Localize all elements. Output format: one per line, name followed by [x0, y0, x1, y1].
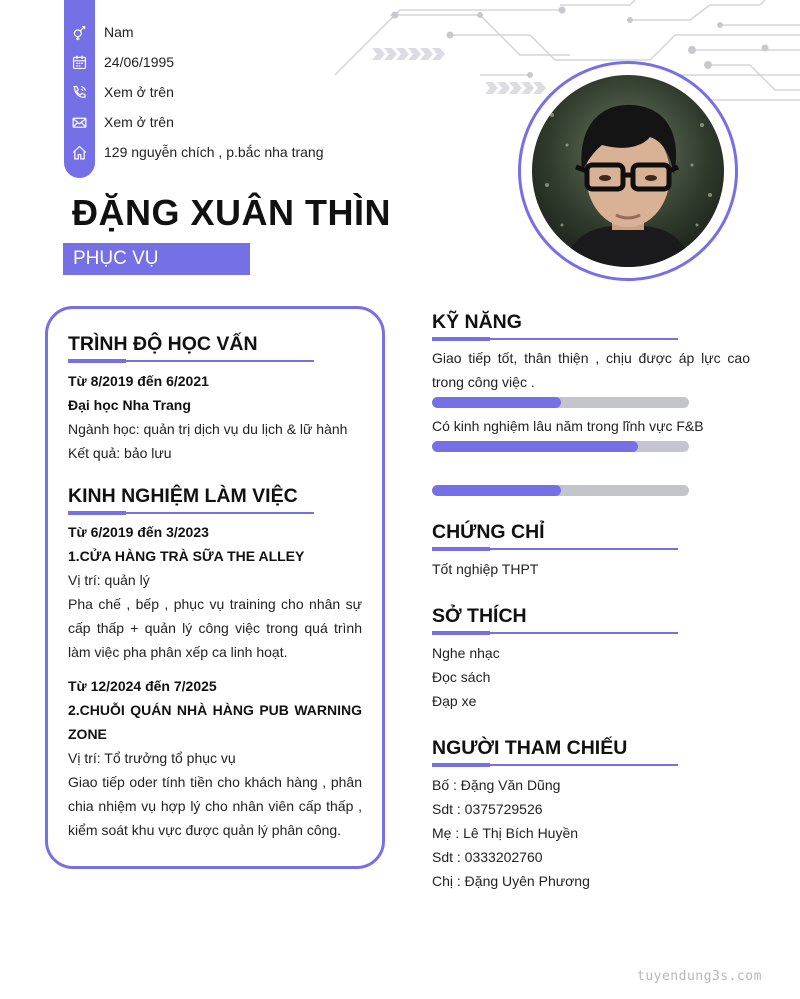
address-text: 129 nguyễn chích , p.bắc nha trang: [104, 144, 324, 160]
hobby-item: Đạp xe: [432, 693, 477, 709]
contact-address: [64, 137, 324, 167]
references-title: NGƯỜI THAM CHIẾU: [432, 737, 628, 759]
hobbies-underline: [432, 632, 678, 634]
candidate-name: ĐẶNG XUÂN THÌN: [72, 192, 391, 233]
certificates-title: CHỨNG CHỈ: [432, 521, 545, 543]
hobbies-title: SỞ THÍCH: [432, 605, 527, 627]
job-desc-line: Pha chế , bếp , phục vụ training cho nhân sự: [68, 596, 362, 612]
education-title: TRÌNH ĐỘ HỌC VẤN: [68, 333, 258, 355]
certificates-underline: [432, 548, 678, 550]
job-desc-line: kiểm soát khu vực được quản lý phân công.: [68, 822, 342, 838]
home-icon: [64, 144, 95, 161]
education-underline: [68, 360, 314, 362]
experience-title: KINH NGHIỆM LÀM VIỆC: [68, 485, 298, 507]
email-icon: [64, 114, 95, 131]
watermark: tuyendung3s.com: [637, 969, 762, 984]
job-position: Vị trí: Tổ trưởng tổ phục vụ: [68, 750, 236, 766]
phone-text: Xem ở trên: [104, 84, 174, 100]
skill-text: Giao tiếp tốt, thân thiện , chịu được áp lực cao: [432, 350, 750, 366]
gender-text: Nam: [104, 24, 134, 40]
education-school: Đại học Nha Trang: [68, 397, 191, 413]
education-result: Kết quả: bảo lưu: [68, 445, 172, 461]
contact-birthday: [64, 47, 174, 77]
job-company: 2.CHUỖI QUÁN NHÀ HÀNG PUB WARNING: [68, 702, 362, 718]
reference-item: Bố : Đặng Văn Dũng: [432, 777, 561, 793]
skills-underline: [432, 338, 678, 340]
calendar-icon: [64, 54, 95, 71]
job-period: Từ 6/2019 đến 3/2023: [68, 524, 209, 540]
education-major: Ngành học: quản trị dịch vụ du lịch & lữ hành: [68, 421, 348, 437]
reference-item: Sdt : 0333202760: [432, 849, 543, 865]
skill-bar: [432, 397, 689, 408]
hobby-item: Nghe nhạc: [432, 645, 500, 661]
phone-icon: [64, 84, 95, 101]
reference-item: Sdt : 0375729526: [432, 801, 543, 817]
education-period: Từ 8/2019 đến 6/2021: [68, 373, 209, 389]
skill-bar: [432, 485, 689, 496]
certificate-item: Tốt nghiệp THPT: [432, 561, 539, 577]
job-desc-line: cấp thấp + quản lý công việc trong quá trình: [68, 620, 362, 636]
skill-bar-fill: [432, 485, 561, 496]
job-position: PHỤC VỤ: [63, 243, 250, 275]
job-company: 1.CỬA HÀNG TRÀ SỮA THE ALLEY: [68, 548, 305, 564]
contact-gender: [64, 17, 134, 47]
hobby-item: Đọc sách: [432, 669, 491, 685]
gender-icon: [64, 24, 95, 41]
contact-phone: [64, 77, 174, 107]
skill-bar-fill: [432, 397, 561, 408]
reference-item: Mẹ : Lê Thị Bích Huyền: [432, 825, 579, 841]
job-company: ZONE: [68, 726, 107, 742]
skill-bar-fill: [432, 441, 638, 452]
skills-title: KỸ NĂNG: [432, 311, 522, 333]
job-period: Từ 12/2024 đến 7/2025: [68, 678, 217, 694]
job-desc-line: làm việc pha phân xếp ca linh hoạt.: [68, 644, 288, 660]
email-text: Xem ở trên: [104, 114, 174, 130]
job-desc-line: chia nhiệm vụ hợp lý cho nhân viên cấp thấp ,: [68, 798, 362, 814]
skill-text: trong công việc .: [432, 374, 535, 390]
birthday-text: 24/06/1995: [104, 54, 175, 70]
job-desc-line: Giao tiếp oder tính tiền cho khách hàng , phân: [68, 774, 362, 790]
contact-email: [64, 107, 174, 137]
avatar: [532, 75, 724, 267]
skill-text: Có kinh nghiệm lâu năm trong lĩnh vực F&B: [432, 418, 704, 434]
reference-item: Chị : Đặng Uyên Phương: [432, 873, 590, 889]
skill-bar: [432, 441, 689, 452]
references-underline: [432, 764, 678, 766]
experience-underline: [68, 512, 314, 514]
job-position: Vị trí: quản lý: [68, 572, 150, 588]
